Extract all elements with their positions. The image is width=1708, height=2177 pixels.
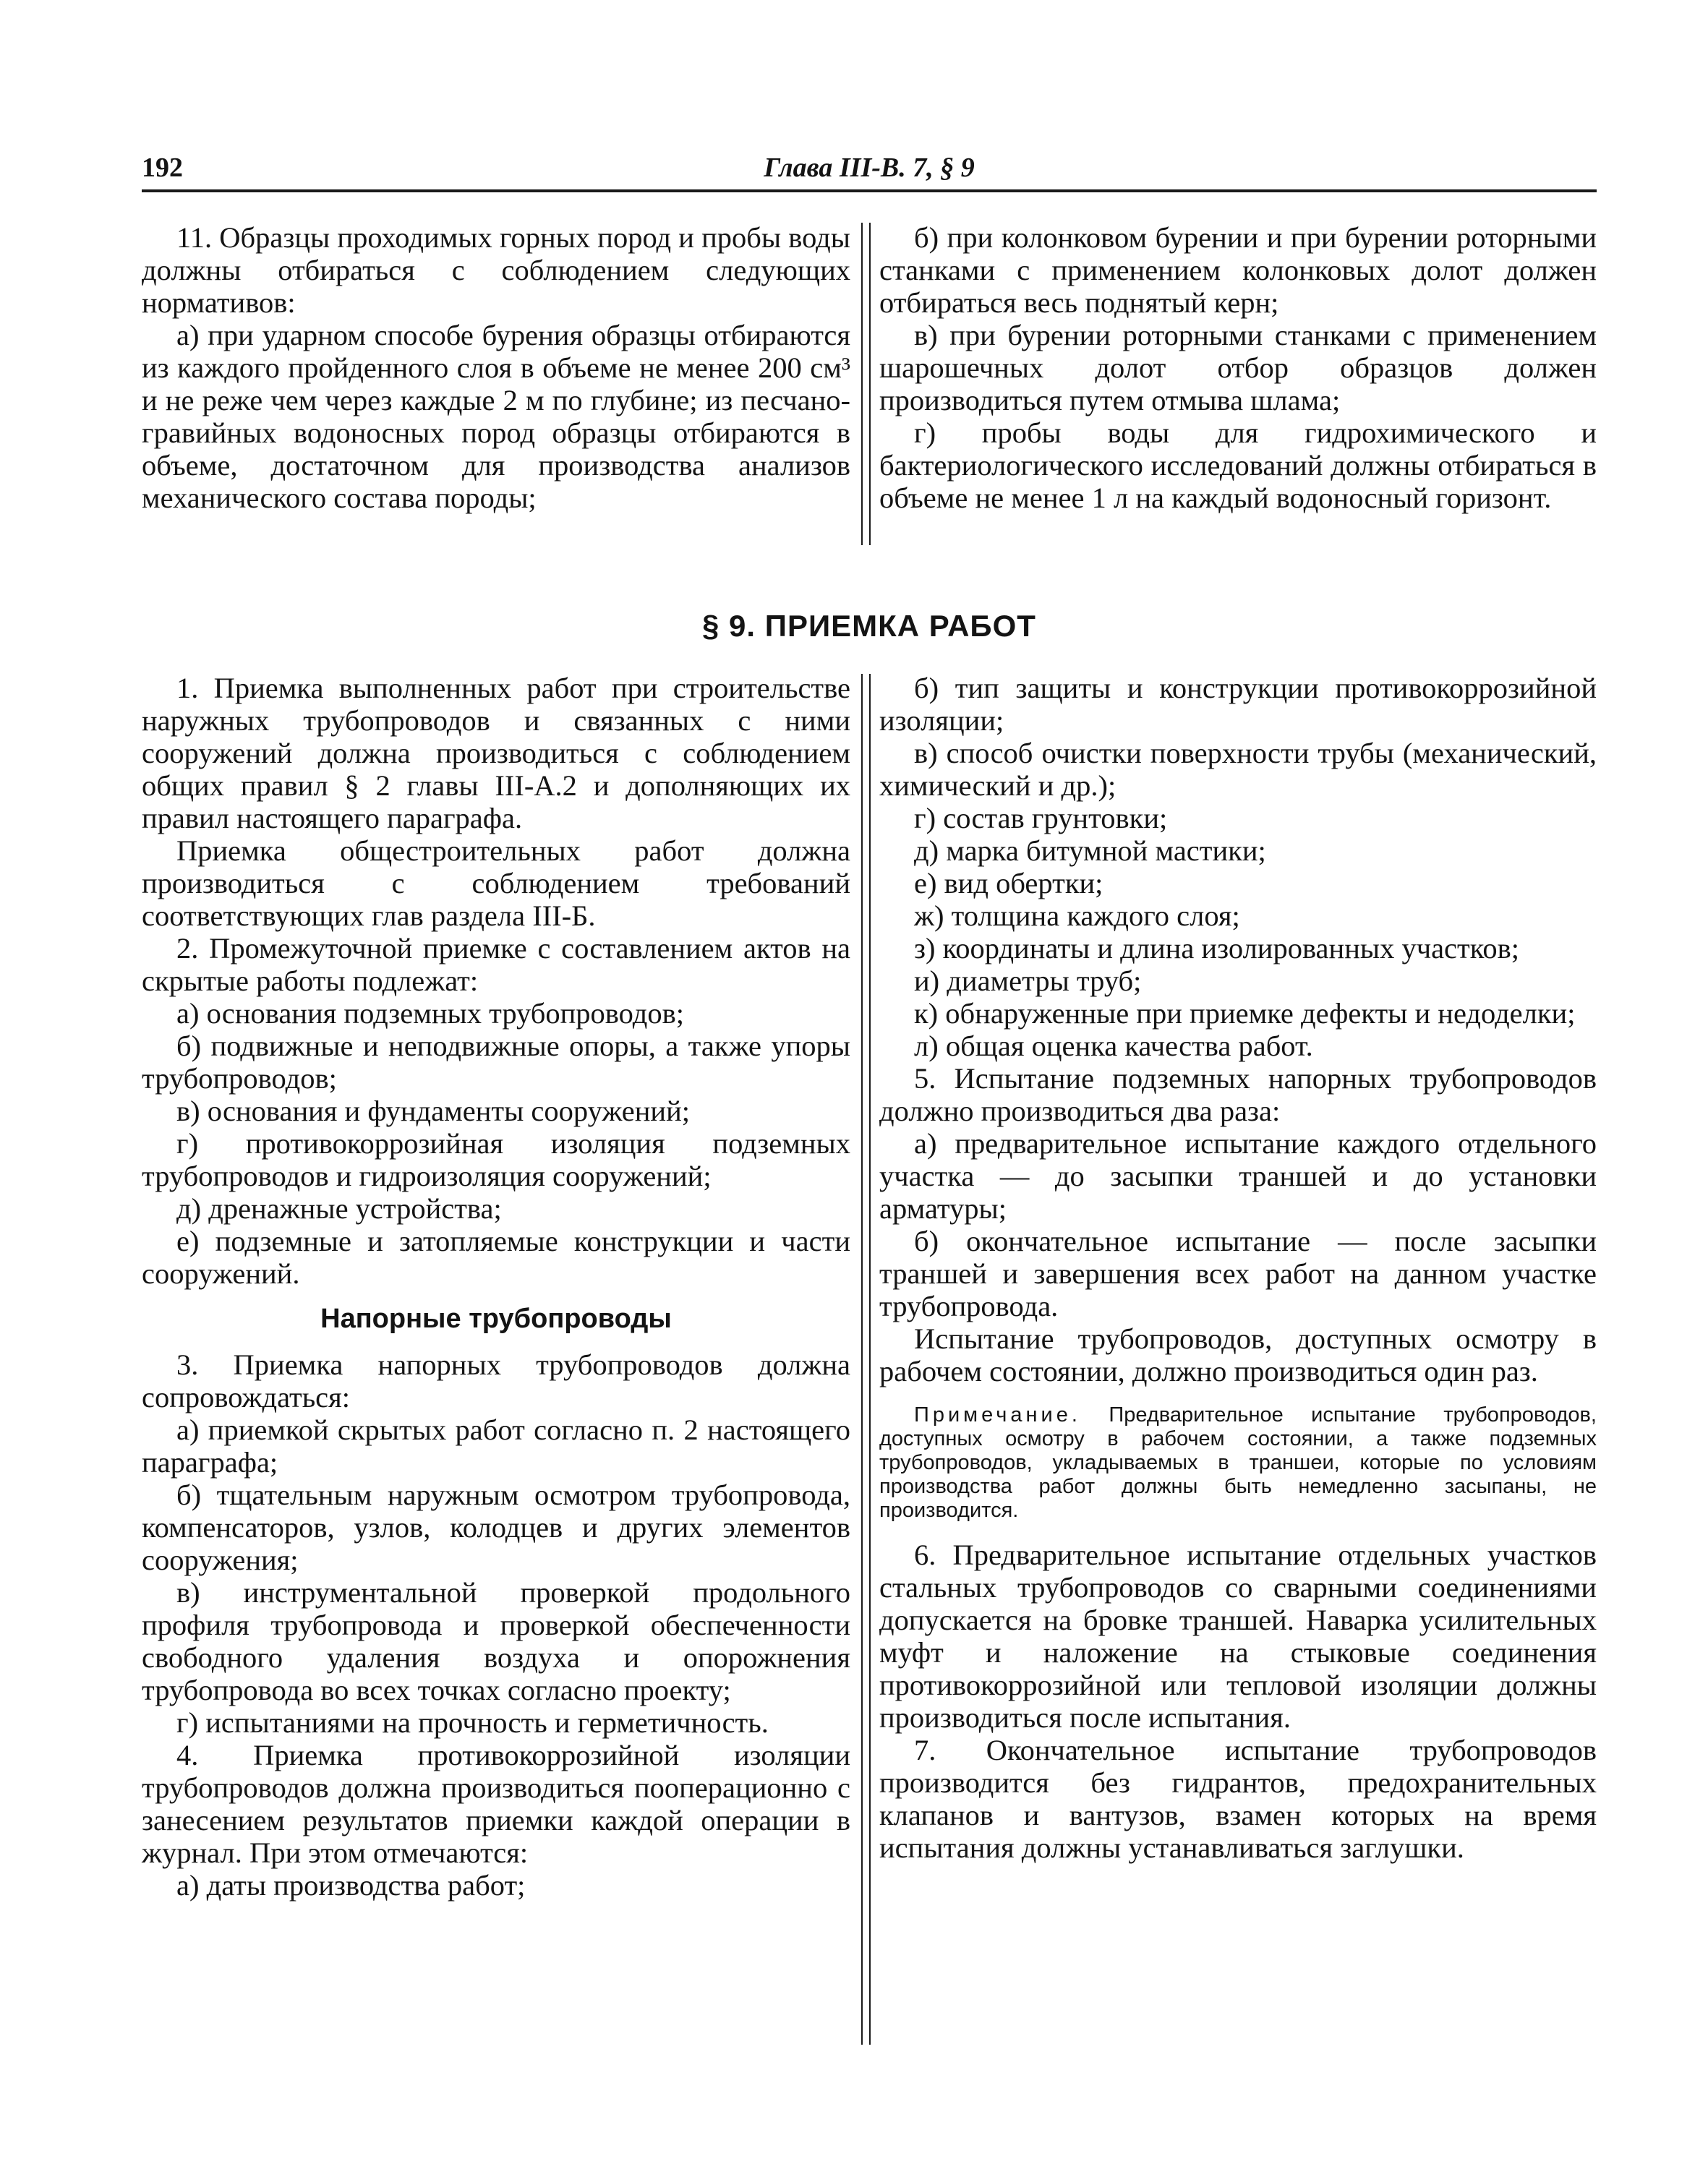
list-item: б) тщательным наружным осмотром трубопровода, компенсаторов, узлов, колодцев и других элементов сооружения; <box>142 1479 850 1576</box>
column-divider <box>861 674 871 2045</box>
list-item: ж) толщина каждого слоя; <box>914 899 1240 932</box>
list-item: а) приемкой скрытых работ согласно п. 2 настоящего параграфа; <box>142 1413 850 1479</box>
list-item: к) обнаруженные при приемке дефекты и недоделки; <box>914 997 1576 1030</box>
list-item: е) вид обертки; <box>914 867 1103 899</box>
subheading: Напорные трубопроводы <box>320 1304 672 1334</box>
list-item: б) окончательное испытание — после засыпки траншей и завершения всех работ на данном участке трубопровода. <box>879 1225 1597 1322</box>
list-item: а) предварительное испытание каждого отдельного участка — до засыпки траншей и до установки арматуры; <box>879 1127 1597 1225</box>
paragraph: в) при бурении роторными станками с применением шарошечных долот отбор образцов должен производиться путем отмыва шлама; <box>879 319 1597 416</box>
list-item: б) подвижные и неподвижные опоры, а также упоры трубопроводов; <box>142 1030 850 1095</box>
paragraph: Испытание трубопроводов, доступных осмотру в рабочем состоянии, должно производиться один раз. <box>879 1322 1597 1387</box>
paragraph: а) при ударном способе бурения образцы отбираются из каждого пройденного слоя в объеме не менее 200 см³ и не реже чем через каждые 2 м по глубине; из песчано-гравийных водоносных пород образцы отбираются в объеме, достаточном для производства анализов механического состава породы; <box>142 319 850 514</box>
list-item: д) марка битумной мастики; <box>914 834 1266 867</box>
list-item: л) общая оценка качества работ. <box>914 1030 1313 1062</box>
paragraph: 11. Образцы проходимых горных пород и пробы воды должны отбираться с соблюдением следующих нормативов: <box>142 221 850 319</box>
list-item: з) координаты и длина изолированных участков; <box>914 932 1519 965</box>
top-right-column <box>879 221 1597 514</box>
note-label: Примечание. <box>914 1403 1081 1427</box>
list-item: г) испытаниями на прочность и герметичность. <box>176 1706 769 1739</box>
list-item: в) основания и фундаменты сооружений; <box>176 1095 691 1127</box>
paragraph: 7. Окончательное испытание трубопроводов производится без гидрантов, предохранительных клапанов и вантузов, взамен которых на время испытания должны устанавливаться заглушки. <box>879 1734 1597 1864</box>
header-rule <box>142 189 1597 192</box>
list-item: г) состав грунтовки; <box>914 802 1168 834</box>
running-head: Глава III-В. 7, § 9 <box>764 153 975 183</box>
top-left-column <box>142 221 850 514</box>
list-item: д) дренажные устройства; <box>176 1192 502 1225</box>
paragraph: 2. Промежуточной приемке с составлением актов на скрытые работы подлежат: <box>142 932 850 997</box>
page-header <box>142 142 1597 189</box>
section-title: § 9. ПРИЕМКА РАБОТ <box>702 609 1036 643</box>
paragraph: г) пробы воды для гидрохимического и бактериологического исследований должны отбираться в объеме не менее 1 л на каждый водоносный горизонт. <box>879 416 1597 514</box>
paragraph: 6. Предварительное испытание отдельных участков стальных трубопроводов со сварными соединениями допускается на бровке траншей. Наварка усилительных муфт и наложение на стыковые соединения противокоррозийной или тепловой изоляции должны производиться после испытания. <box>879 1539 1597 1734</box>
list-item: и) диаметры труб; <box>914 965 1142 997</box>
note-text: Предварительное испытание трубопроводов, доступных осмотру в рабочем состоянии, а также подземных трубопроводов, укладываемых в траншеи, которые по условиям производства работ должны быть немедленно засыпаны, не производится. <box>879 1403 1597 1522</box>
list-item: е) подземные и затопляемые конструкции и части сооружений. <box>142 1225 850 1290</box>
paragraph: Приемка общестроительных работ должна производиться с соблюдением требований соответствующих глав раздела III-Б. <box>142 834 850 932</box>
paragraph: 5. Испытание подземных напорных трубопроводов должно производиться два раза: <box>879 1062 1597 1127</box>
section-left-column <box>142 672 850 1902</box>
section-right-column <box>879 672 1597 1864</box>
footnote <box>879 1403 1597 1523</box>
paragraph: 3. Приемка напорных трубопроводов должна сопровождаться: <box>142 1348 850 1413</box>
column-divider <box>861 223 871 545</box>
list-item: в) инструментальной проверкой продольного профиля трубопровода и проверкой обеспеченности свободного удаления воздуха и опорожнения трубопровода во всех точках согласно проекту; <box>142 1576 850 1706</box>
list-item: б) тип защиты и конструкции противокоррозийной изоляции; <box>879 672 1597 737</box>
list-item: в) способ очистки поверхности трубы (механический, химический и др.); <box>879 737 1597 802</box>
list-item: г) противокоррозийная изоляция подземных трубопроводов и гидроизоляция сооружений; <box>142 1127 850 1192</box>
list-item: а) основания подземных трубопроводов; <box>176 997 684 1030</box>
paragraph: 4. Приемка противокоррозийной изоляции трубопроводов должна производиться пооперационно с занесением результатов приемки каждой операции в журнал. При этом отмечаются: <box>142 1739 850 1869</box>
page-number: 192 <box>142 153 183 183</box>
paragraph: б) при колонковом бурении и при бурении роторными станками с применением колонковых долот должен отбираться весь поднятый керн; <box>879 221 1597 319</box>
paragraph: 1. Приемка выполненных работ при строительстве наружных трубопроводов и связанных с ними сооружений должна производиться с соблюдением общих правил § 2 главы III-А.2 и дополняющих их правил настоящего параграфа. <box>142 672 850 834</box>
list-item: а) даты производства работ; <box>176 1869 526 1902</box>
